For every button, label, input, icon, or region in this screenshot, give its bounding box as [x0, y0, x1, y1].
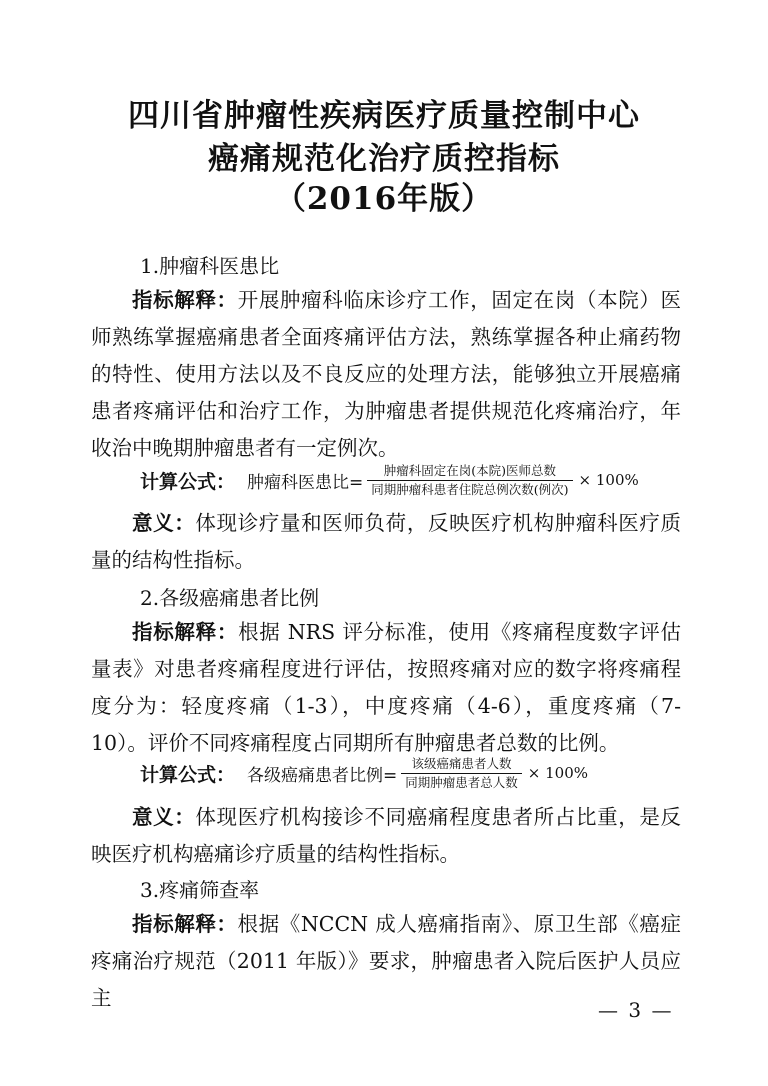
page-number: — 3 — — [598, 998, 674, 1022]
section-1-formula-suffix: × 100% — [578, 471, 639, 489]
section-1-heading: 1.肿瘤科医患比 — [140, 254, 280, 278]
section-3-explain-text: 根据《NCCN 成人癌痛指南》、原卫生部《癌症疼痛治疗规范（2011 年版）》要求，肿瘤患者入院后医护人员应主 — [91, 912, 682, 1010]
title-line-3: （2016年版） — [274, 181, 494, 217]
section-2-formula-suffix: × 100% — [527, 764, 589, 782]
section-2-formula-prefix: 各级癌痛患者比例= — [247, 765, 398, 786]
section-1-explanation — [91, 282, 681, 467]
section-2-meaning-text: 体现医疗机构接诊不同癌痛程度患者所占比重，是反映医疗机构癌痛诊疗质量的结构性指标。 — [91, 805, 682, 866]
section-2-explain-label: 指标解释： — [132, 620, 239, 644]
section-2-heading: 2.各级癌痛患者比例 — [140, 586, 320, 610]
section-2-numerator: 该级癌痛患者人数 — [411, 755, 512, 771]
section-1-numerator: 肿瘤科固定在岗(本院)医师总数 — [383, 462, 557, 478]
section-1-explain-text: 开展肿瘤科临床诊疗工作，固定在岗（本院）医师熟练掌握癌痛患者全面疼痛评估方法，熟练掌握各种止痛药物的特性、使用方法以及不良反应的处理方法，能够独立开展癌痛患者疼痛评估和治疗工作，为肿瘤患者提供规范化疼痛治疗，年收治中晚期肿瘤患者有一定例次。 — [91, 288, 682, 460]
section-3-explanation — [91, 906, 681, 1017]
section-1-meaning-text: 体现诊疗量和医师负荷，反映医疗机构肿瘤科医疗质量的结构性指标。 — [91, 511, 682, 572]
section-3-explain-label: 指标解释： — [132, 912, 238, 936]
section-1-denominator: 同期肿瘤科患者住院总例次数(例次) — [371, 481, 569, 497]
section-1-fraction — [367, 462, 572, 499]
section-2-formula-label: 计算公式： — [140, 763, 236, 786]
section-3-heading: 3.疼痛筛查率 — [140, 878, 260, 902]
section-2-fraction — [401, 755, 522, 792]
section-1-explain-label: 指标解释： — [132, 288, 238, 312]
section-1-meaning — [91, 505, 681, 579]
section-2-meaning-label: 意义： — [132, 805, 196, 829]
section-1-formula-prefix: 肿瘤科医患比= — [247, 472, 364, 493]
section-2-formula — [140, 748, 588, 798]
section-2-explanation — [91, 614, 681, 762]
section-2-explain-text: 根据 NRS 评分标准，使用《疼痛程度数字评估量表》对患者疼痛程度进行评估，按照疼痛对应的数字将疼痛程度分为：轻度疼痛（1-3），中度疼痛（4-6），重度疼痛（7-10）。评价不同疼痛程度占同期所有肿瘤患者总数的比例。 — [91, 620, 682, 755]
section-2-denominator: 同期肿瘤患者总人数 — [405, 774, 518, 790]
title-line-1: 四川省肿瘤性疾病医疗质量控制中心 — [128, 98, 640, 134]
section-1-meaning-label: 意义： — [132, 511, 196, 535]
section-1-formula-label: 计算公式： — [140, 470, 236, 493]
section-1-formula — [140, 455, 639, 505]
title-line-2: 癌痛规范化治疗质控指标 — [208, 141, 560, 177]
section-2-meaning — [91, 799, 681, 873]
